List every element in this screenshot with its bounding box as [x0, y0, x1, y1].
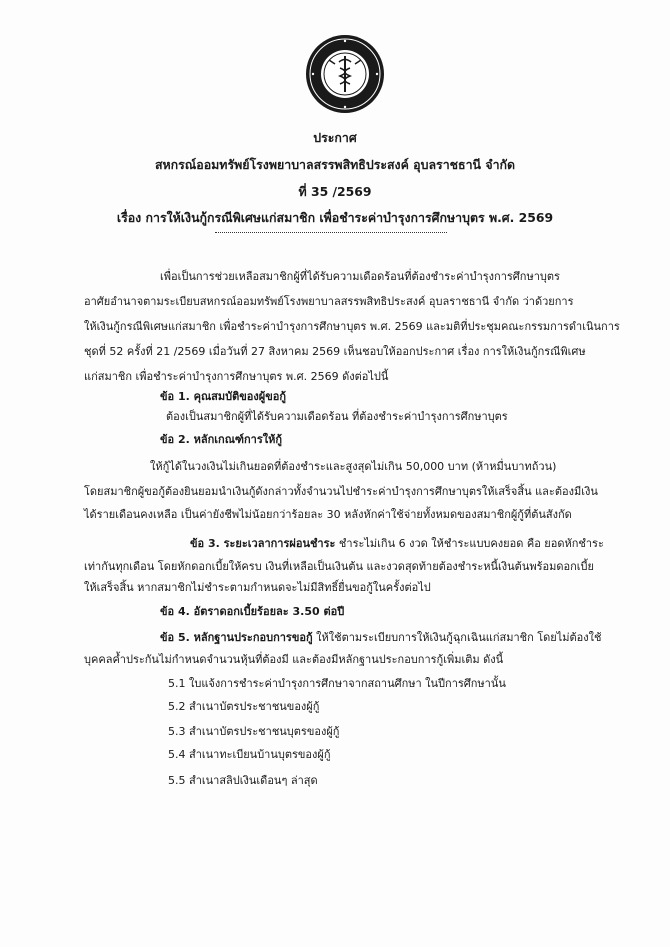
clause-5-line [160, 631, 602, 645]
clause-2-title: ข้อ 2. หลักเกณฑ์การให้กู้ [160, 433, 283, 446]
clause-5-lead: ให้ใช้ตามระเบียบการให้เงินกู้ฉุกเฉินแก่สมาชิก โดยไม่ต้องใช้ [316, 631, 602, 644]
document-list-item: 5.1 ใบแจ้งการชำระค่าบำรุงการศึกษาจากสถานศึกษา ในปีการศึกษานั้น [168, 677, 506, 690]
announcement-heading: ประกาศ [313, 130, 357, 145]
document-list-item: 5.4 สำเนาทะเบียนบ้านบุตรของผู้กู้ [168, 748, 331, 761]
document-list-item: 5.3 สำเนาบัตรประชาชนบุตรของผู้กู้ [168, 725, 340, 738]
clause-3-lead: ชำระไม่เกิน 6 งวด ให้ชำระแบบคงยอด คือ ยอดหักชำระ [338, 537, 604, 550]
clause-2-line: ได้รายเดือนคงเหลือ เป็นค่ายังชีพไม่น้อยกว่าร้อยละ 30 หลังหักค่าใช้จ่ายทั้งหมดของสมาชิกผู้กู้ที่ต้นสังกัด [84, 508, 572, 521]
document-list-item: 5.2 สำเนาบัตรประชาชนของผู้กู้ [168, 700, 320, 713]
clause-2-line: โดยสมาชิกผู้ขอกู้ต้องยินยอมนำเงินกู้ดังกล่าวทั้งจำนวนไปชำระค่าบำรุงการศึกษาบุตรให้เสร็จสิ้น และต้องมีเงิน [84, 485, 598, 498]
clause-1-title: ข้อ 1. คุณสมบัติของผู้ขอกู้ [160, 390, 287, 403]
clause-5-title: ข้อ 5. หลักฐานประกอบการขอกู้ [160, 631, 313, 644]
announcement-subject: เรื่อง การให้เงินกู้กรณีพิเศษแก่สมาชิก เพื่อชำระค่าบำรุงการศึกษาบุตร พ.ศ. 2569 [116, 210, 554, 225]
dotted-divider [215, 232, 447, 233]
clause-2-line: ให้กู้ได้ในวงเงินไม่เกินยอดที่ต้องชำระและสูงสุดไม่เกิน 50,000 บาท (ห้าหมื่นบาทถ้วน) [150, 460, 557, 473]
document-list-item: 5.5 สำเนาสลิปเงินเดือนๆ ล่าสุด [168, 774, 318, 787]
organization-name: สหกรณ์ออมทรัพย์โรงพยาบาลสรรพสิทธิประสงค์ อุบลราชธานี จำกัด [154, 157, 516, 172]
clause-3-line [190, 537, 604, 551]
cooperative-seal-logo [305, 34, 385, 114]
clause-3-line: เท่ากันทุกเดือน โดยหักดอกเบี้ยให้ครบ เงินที่เหลือเป็นเงินต้น และงวดสุดท้ายต้องชำระหนี้เงินต้นพร้อมดอกเบี้ย [84, 560, 594, 573]
intro-line: อาศัยอำนาจตามระเบียบสหกรณ์ออมทรัพย์โรงพยาบาลสรรพสิทธิประสงค์ อุบลราชธานี จำกัด ว่าด้วยการ [84, 295, 574, 308]
clause-3-title: ข้อ 3. ระยะเวลาการผ่อนชำระ [190, 537, 336, 550]
intro-line: ชุดที่ 52 ครั้งที่ 21 /2569 เมื่อวันที่ 27 สิงหาคม 2569 เห็นชอบให้ออกประกาศ เรื่อง การให้เงินกู้กรณีพิเศษ [84, 345, 586, 358]
clause-5-body: บุคคลค้ำประกันไม่กำหนดจำนวนหุ้นที่ต้องมี และต้องมีหลักฐานประกอบการกู้เพิ่มเติม ดังนี้ [84, 653, 504, 666]
clause-4-title: ข้อ 4. อัตราดอกเบี้ยร้อยละ 3.50 ต่อปี [160, 605, 345, 618]
intro-line: ให้เงินกู้กรณีพิเศษแก่สมาชิก เพื่อชำระค่าบำรุงการศึกษาบุตร พ.ศ. 2569 และมติที่ประชุมคณะกรรมการดำเนินการ [84, 320, 620, 333]
clause-3-line: ให้เสร็จสิ้น หากสมาชิกไม่ชำระตามกำหนดจะไม่มีสิทธิ์ยื่นขอกู้ในครั้งต่อไป [84, 581, 431, 594]
clause-1-body: ต้องเป็นสมาชิกผู้ที่ได้รับความเดือดร้อน ที่ต้องชำระค่าบำรุงการศึกษาบุตร [166, 410, 508, 423]
announcement-number: ที่ 35 /2569 [298, 184, 372, 199]
intro-line: เพื่อเป็นการช่วยเหลือสมาชิกผู้ที่ได้รับความเดือดร้อนที่ต้องชำระค่าบำรุงการศึกษาบุตร [160, 270, 560, 283]
intro-line: แก่สมาชิก เพื่อชำระค่าบำรุงการศึกษาบุตร พ.ศ. 2569 ดังต่อไปนี้ [84, 370, 389, 383]
